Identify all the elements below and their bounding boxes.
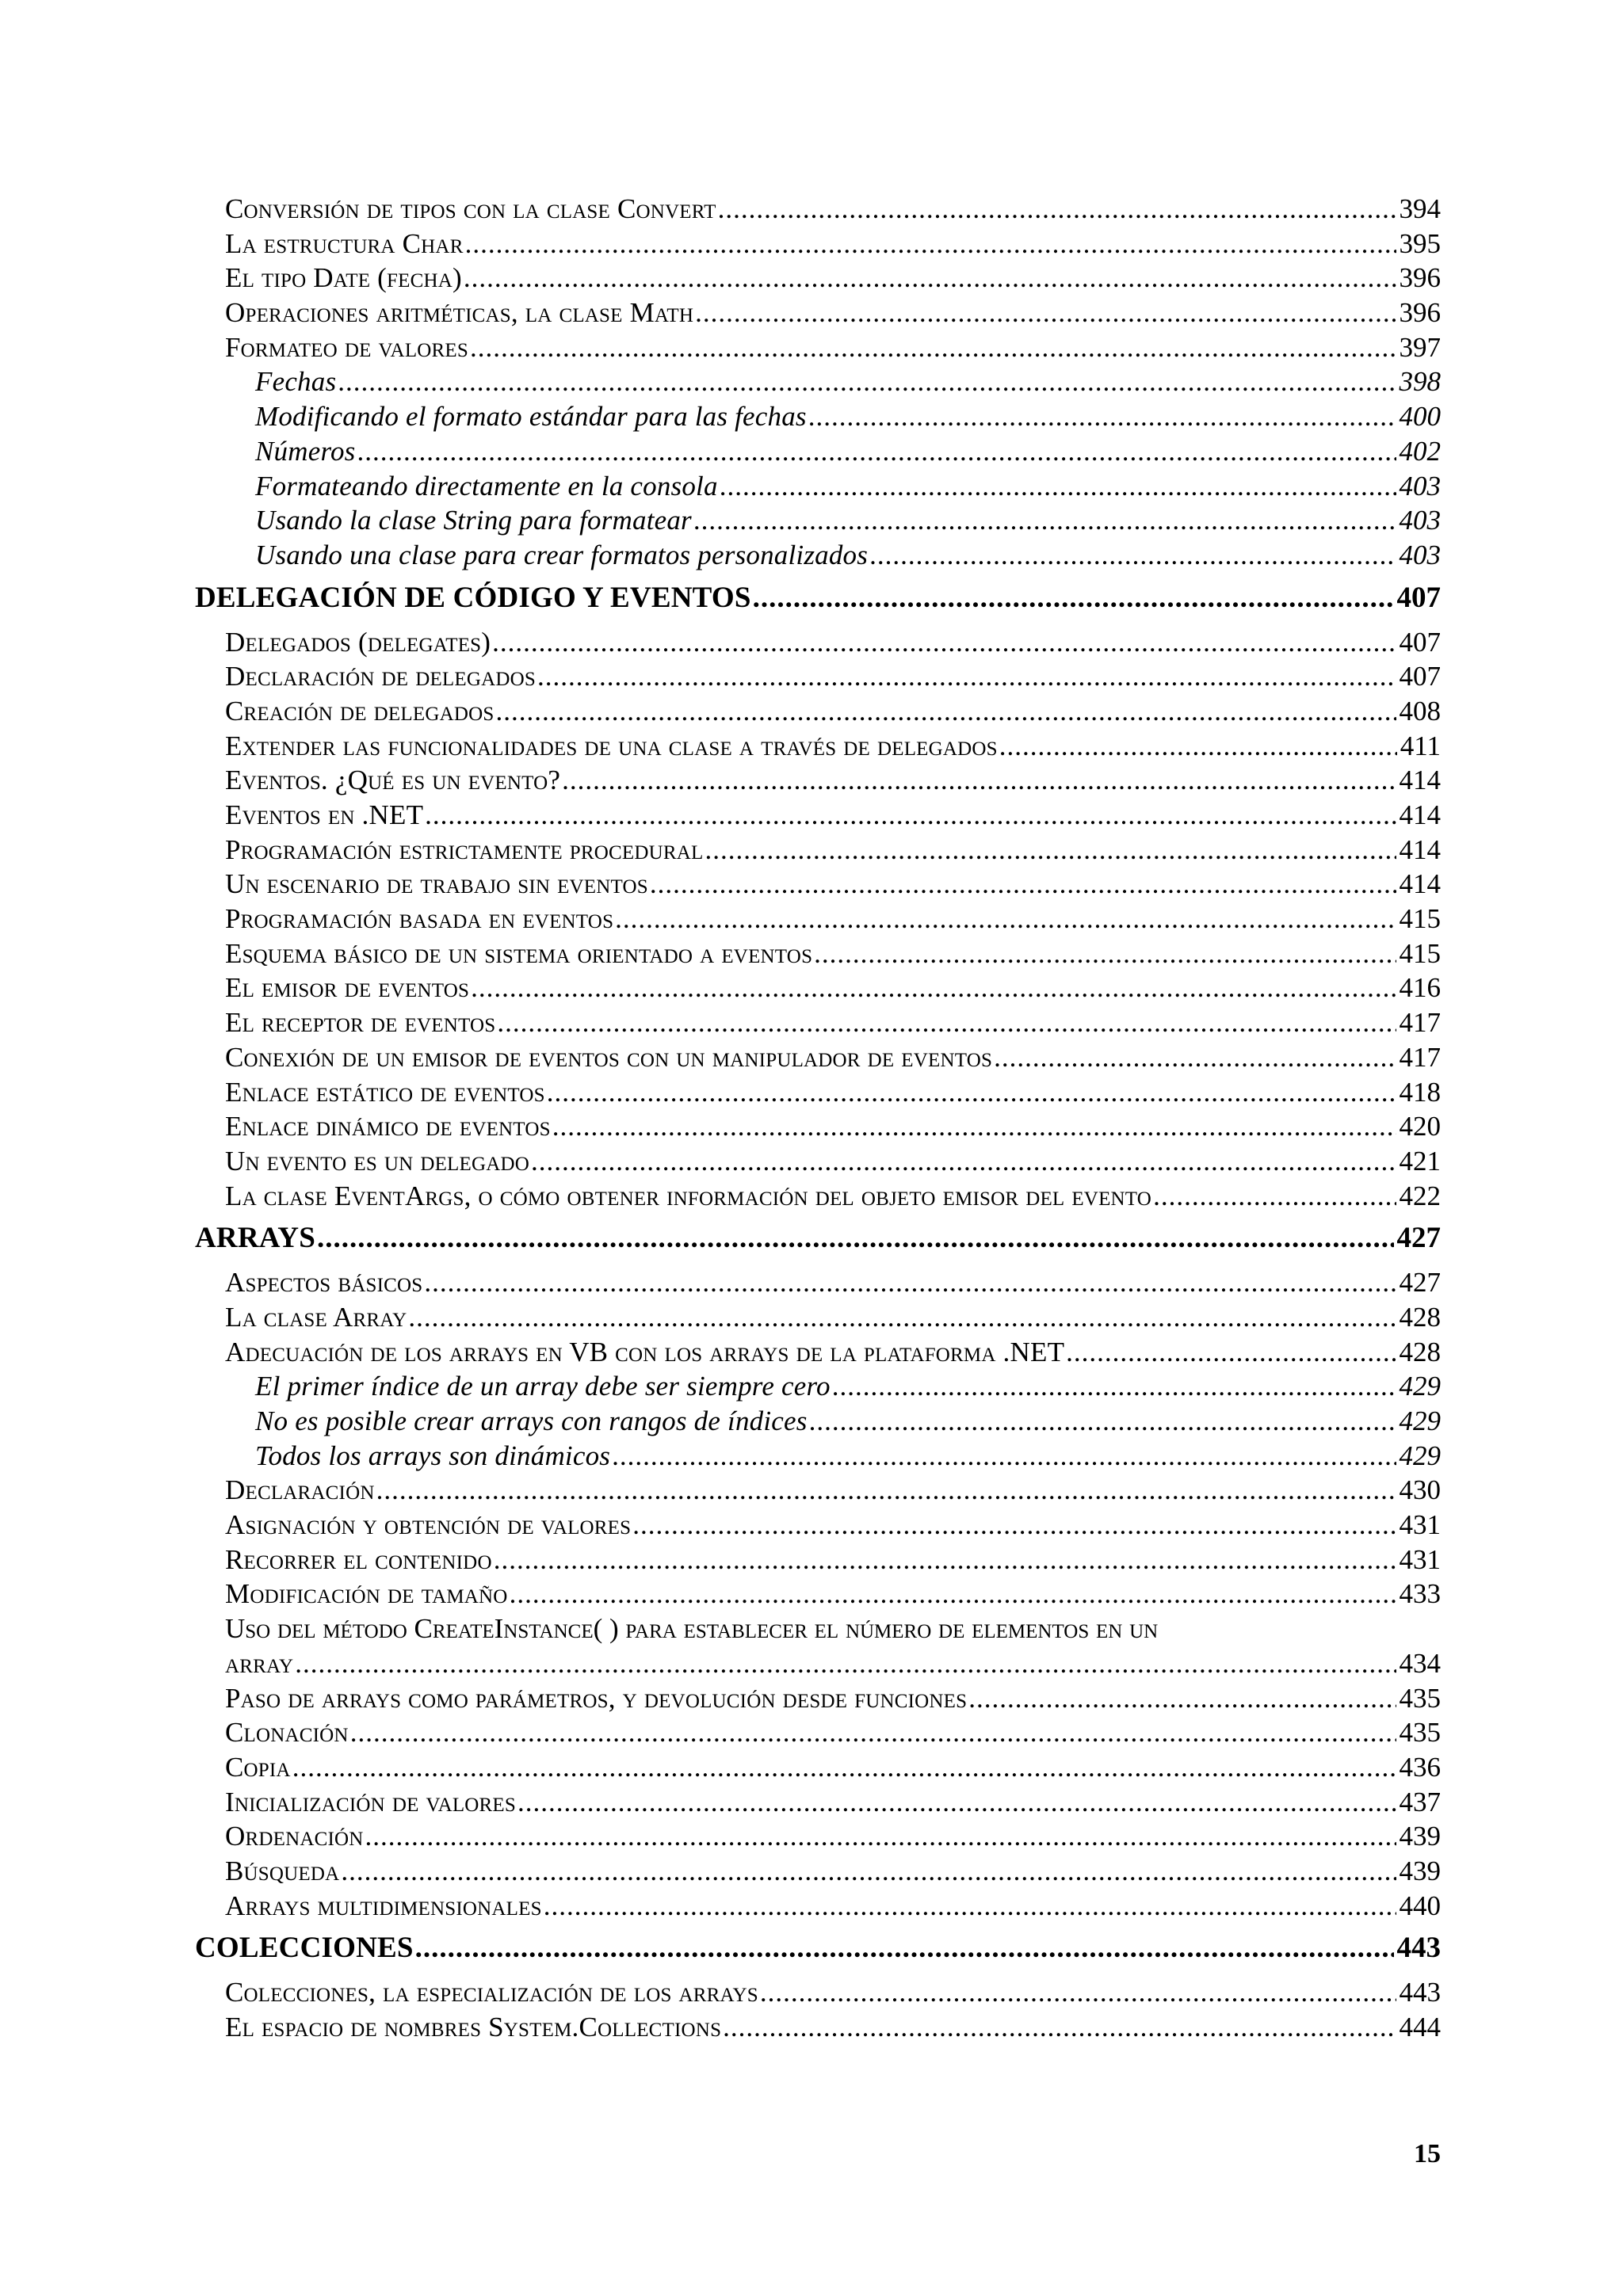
toc-entry-title: Arrays multidimensionales bbox=[225, 1890, 542, 1921]
toc-entry[interactable] bbox=[195, 1144, 1441, 1179]
toc-entry-title: Conexión de un emisor de eventos con un manipulador de eventos bbox=[225, 1041, 993, 1073]
toc-entry-page: 443 bbox=[1396, 1932, 1441, 1965]
toc-entry-title: El tipo Date (fecha) bbox=[225, 262, 462, 294]
toc-entry-page: 427 bbox=[1396, 1222, 1441, 1255]
toc-entry-page: 418 bbox=[1399, 1076, 1441, 1108]
dot-leader bbox=[425, 798, 1396, 833]
toc-entry-title: Recorrer el contenido bbox=[225, 1543, 492, 1575]
toc-entry[interactable] bbox=[195, 1975, 1441, 2010]
toc-entry-page: 400 bbox=[1399, 401, 1441, 433]
toc-entry-title: Números bbox=[255, 435, 356, 467]
toc-entry-title: array bbox=[225, 1647, 294, 1679]
toc-entry-page: 443 bbox=[1399, 1977, 1441, 2008]
toc-entry[interactable] bbox=[195, 296, 1441, 330]
toc-entry-title: DELEGACIÓN DE CÓDIGO Y EVENTOS bbox=[195, 581, 751, 614]
toc-entry[interactable] bbox=[195, 763, 1441, 798]
toc-entry-title: Programación basada en eventos bbox=[225, 903, 614, 935]
dot-leader bbox=[999, 729, 1397, 764]
toc-entry-title: Aspectos básicos bbox=[225, 1267, 423, 1299]
toc-entry[interactable] bbox=[195, 1109, 1441, 1144]
toc-entry-page: 434 bbox=[1399, 1647, 1441, 1679]
dot-leader bbox=[295, 1646, 1396, 1681]
toc-entry-page: 439 bbox=[1399, 1821, 1441, 1852]
dot-leader bbox=[492, 625, 1396, 660]
toc-entry-title: El primer índice de un array debe ser siempre cero bbox=[255, 1371, 831, 1402]
toc-entry-page: 414 bbox=[1399, 868, 1441, 900]
dot-leader bbox=[470, 330, 1396, 365]
dot-leader bbox=[517, 1785, 1396, 1820]
table-of-contents bbox=[195, 192, 1441, 2045]
toc-entry[interactable] bbox=[195, 1075, 1441, 1110]
dot-leader bbox=[544, 1889, 1396, 1924]
toc-entry-title: No es posible crear arrays con rangos de índices bbox=[255, 1405, 808, 1436]
dot-leader bbox=[809, 1404, 1396, 1439]
dot-leader bbox=[693, 503, 1396, 538]
toc-entry-page: 436 bbox=[1399, 1751, 1441, 1783]
toc-entry-title: Formateo de valores bbox=[225, 331, 468, 363]
toc-entry-title: La clase EventArgs, o cómo obtener información del objeto emisor del evento bbox=[225, 1180, 1152, 1211]
toc-entry-title: Declaración de delegados bbox=[225, 661, 536, 692]
toc-entry[interactable] bbox=[195, 1785, 1441, 1820]
toc-entry-title: Declaración bbox=[225, 1474, 375, 1506]
toc-entry-page: 429 bbox=[1399, 1405, 1441, 1436]
toc-entry-page: 407 bbox=[1399, 626, 1441, 658]
toc-entry-title: El espacio de nombres System.Collections bbox=[225, 2012, 722, 2042]
toc-entry-title: Un escenario de trabajo sin eventos bbox=[225, 868, 648, 900]
toc-entry-title: Un evento es un delegado bbox=[225, 1145, 530, 1177]
dot-leader bbox=[832, 1369, 1396, 1404]
toc-entry-page: 433 bbox=[1399, 1578, 1441, 1610]
toc-entry-page: 414 bbox=[1399, 799, 1441, 830]
toc-entry[interactable] bbox=[195, 659, 1441, 694]
toc-entry[interactable] bbox=[195, 1335, 1441, 1370]
toc-entry-title: Colecciones, la especialización de los arrays bbox=[225, 1977, 758, 2008]
toc-entry[interactable] bbox=[195, 434, 1441, 469]
toc-entry-title: La estructura Char bbox=[225, 227, 464, 259]
dot-leader bbox=[292, 1750, 1396, 1785]
dot-leader bbox=[424, 1265, 1396, 1300]
toc-entry-title: Usando la clase String para formatear bbox=[255, 505, 692, 536]
toc-chapter-entry[interactable] bbox=[195, 1923, 1441, 1975]
toc-entry[interactable] bbox=[195, 833, 1441, 868]
dot-leader bbox=[338, 364, 1396, 399]
toc-entry-title: Inicialización de valores bbox=[225, 1786, 517, 1817]
toc-entry-title: Creación de delegados bbox=[225, 695, 495, 727]
dot-leader bbox=[632, 1508, 1396, 1543]
toc-entry-title: Modificación de tamaño bbox=[225, 1578, 508, 1610]
toc-entry-page: 417 bbox=[1399, 1007, 1441, 1039]
toc-entry-title: Delegados (delegates) bbox=[225, 626, 491, 658]
dot-leader bbox=[615, 902, 1396, 936]
dot-leader bbox=[465, 227, 1396, 261]
toc-entry[interactable] bbox=[195, 729, 1441, 764]
toc-entry[interactable] bbox=[195, 798, 1441, 833]
toc-entry[interactable] bbox=[195, 192, 1441, 227]
dot-leader bbox=[720, 469, 1396, 504]
dot-leader bbox=[341, 1854, 1396, 1889]
toc-entry-page: 394 bbox=[1399, 193, 1441, 224]
toc-entry-page: 430 bbox=[1399, 1474, 1441, 1506]
toc-entry-page: 444 bbox=[1399, 2012, 1441, 2042]
toc-entry-title: Modificando el formato estándar para las fechas bbox=[255, 401, 807, 433]
toc-entry[interactable] bbox=[195, 1750, 1441, 1785]
toc-entry-title: Paso de arrays como parámetros, y devolución desde funciones bbox=[225, 1682, 968, 1714]
dot-leader bbox=[471, 971, 1396, 1005]
toc-entry[interactable] bbox=[195, 1179, 1441, 1214]
toc-entry[interactable] bbox=[195, 1543, 1441, 1577]
toc-entry[interactable] bbox=[195, 1577, 1441, 1611]
dot-leader bbox=[376, 1473, 1396, 1508]
toc-entry[interactable] bbox=[195, 1439, 1441, 1474]
toc-entry[interactable] bbox=[195, 971, 1441, 1005]
toc-entry[interactable] bbox=[195, 902, 1441, 936]
toc-entry-title: El receptor de eventos bbox=[225, 1007, 496, 1039]
toc-entry[interactable] bbox=[195, 1854, 1441, 1889]
toc-entry-title: El emisor de eventos bbox=[225, 972, 470, 1004]
toc-entry[interactable] bbox=[195, 1369, 1441, 1404]
toc-entry[interactable] bbox=[195, 399, 1441, 434]
toc-entry-page: 415 bbox=[1399, 903, 1441, 935]
toc-entry-title: Enlace dinámico de eventos bbox=[225, 1111, 551, 1142]
toc-entry-page: 415 bbox=[1399, 937, 1441, 969]
toc-entry-title: Extender las funcionalidades de una clase a través de delegados bbox=[225, 730, 998, 761]
toc-entry-title: Todos los arrays son dinámicos bbox=[255, 1440, 611, 1471]
toc-entry-title: Eventos en .NET bbox=[225, 799, 424, 830]
dot-leader bbox=[753, 573, 1394, 624]
dot-leader bbox=[562, 763, 1396, 798]
toc-entry-title: Operaciones aritméticas, la clase Math bbox=[225, 297, 694, 329]
dot-leader bbox=[365, 1819, 1396, 1854]
toc-entry-page: 402 bbox=[1399, 435, 1441, 467]
dot-leader bbox=[494, 1543, 1396, 1577]
toc-entry[interactable] bbox=[195, 330, 1441, 365]
page-number: 15 bbox=[1414, 2139, 1441, 2168]
toc-entry-page: 398 bbox=[1399, 366, 1441, 398]
toc-chapter-entry[interactable] bbox=[195, 1213, 1441, 1265]
toc-entry-page: 427 bbox=[1399, 1267, 1441, 1299]
dot-leader bbox=[869, 538, 1396, 573]
dot-leader bbox=[994, 1040, 1396, 1075]
toc-entry[interactable] bbox=[195, 2010, 1441, 2045]
toc-entry-page: 417 bbox=[1399, 1041, 1441, 1073]
toc-entry-title: Conversión de tipos con la clase Convert bbox=[225, 193, 716, 224]
dot-leader bbox=[612, 1439, 1396, 1474]
toc-entry-page: 411 bbox=[1400, 730, 1441, 761]
toc-entry[interactable] bbox=[195, 1819, 1441, 1854]
toc-entry-title: Esquema básico de un sistema orientado a eventos bbox=[225, 937, 813, 969]
toc-entry-page: 440 bbox=[1399, 1890, 1441, 1921]
dot-leader bbox=[695, 296, 1396, 330]
toc-entry[interactable] bbox=[195, 1265, 1441, 1300]
toc-entry[interactable] bbox=[195, 1473, 1441, 1508]
toc-entry[interactable] bbox=[195, 1005, 1441, 1040]
dot-leader bbox=[723, 2010, 1396, 2045]
toc-entry-page: 414 bbox=[1399, 765, 1441, 796]
toc-entry-page: 431 bbox=[1399, 1543, 1441, 1575]
dot-leader bbox=[357, 434, 1396, 469]
toc-entry[interactable] bbox=[195, 1889, 1441, 1924]
toc-entry-page: 407 bbox=[1396, 581, 1441, 614]
toc-entry[interactable] bbox=[195, 1300, 1441, 1335]
toc-entry[interactable] bbox=[195, 1646, 1441, 1681]
toc-entry-page: 395 bbox=[1399, 227, 1441, 259]
dot-leader bbox=[415, 1923, 1394, 1974]
toc-entry-page: 407 bbox=[1399, 661, 1441, 692]
toc-entry-page: 437 bbox=[1399, 1786, 1441, 1817]
toc-entry-page: 429 bbox=[1399, 1371, 1441, 1402]
toc-entry[interactable] bbox=[195, 364, 1441, 399]
dot-leader bbox=[317, 1213, 1394, 1264]
toc-entry-title: Formateando directamente en la consola bbox=[255, 470, 718, 502]
toc-entry-page: 397 bbox=[1399, 331, 1441, 363]
toc-entry-title: La clase Array bbox=[225, 1301, 407, 1333]
dot-leader bbox=[495, 694, 1396, 729]
dot-leader bbox=[814, 936, 1396, 971]
dot-leader bbox=[531, 1144, 1396, 1179]
dot-leader bbox=[497, 1005, 1396, 1040]
toc-entry-page: 396 bbox=[1399, 262, 1441, 294]
toc-entry-page: 403 bbox=[1399, 470, 1441, 502]
toc-entry[interactable] bbox=[195, 1404, 1441, 1439]
toc-entry-title: Ordenación bbox=[225, 1821, 364, 1852]
dot-leader bbox=[408, 1300, 1396, 1335]
toc-entry-page: 408 bbox=[1399, 695, 1441, 727]
toc-entry-page: 428 bbox=[1399, 1336, 1441, 1367]
toc-entry-page: 420 bbox=[1399, 1111, 1441, 1142]
toc-entry[interactable] bbox=[195, 694, 1441, 729]
toc-entry[interactable] bbox=[195, 1681, 1441, 1716]
toc-entry-page: 403 bbox=[1399, 539, 1441, 570]
toc-entry-wrapped-line: Uso del método CreateInstance( ) para establecer el número de elementos en un bbox=[225, 1613, 1159, 1645]
toc-entry-page: 422 bbox=[1399, 1180, 1441, 1211]
toc-entry-page: 421 bbox=[1399, 1145, 1441, 1177]
dot-leader bbox=[718, 192, 1396, 227]
toc-entry-title: Adecuación de los arrays en VB con los arrays de la plataforma .NET bbox=[225, 1336, 1065, 1367]
dot-leader bbox=[547, 1075, 1396, 1110]
toc-entry-page: 396 bbox=[1399, 297, 1441, 329]
toc-entry[interactable] bbox=[195, 625, 1441, 660]
toc-entry[interactable] bbox=[195, 227, 1441, 261]
dot-leader bbox=[650, 867, 1396, 902]
dot-leader bbox=[808, 399, 1396, 434]
toc-entry-page: 439 bbox=[1399, 1855, 1441, 1886]
toc-entry-page: 431 bbox=[1399, 1509, 1441, 1541]
toc-entry-page: 428 bbox=[1399, 1301, 1441, 1333]
toc-entry-title: ARRAYS bbox=[195, 1222, 315, 1255]
dot-leader bbox=[350, 1715, 1396, 1750]
toc-entry-title: Copia bbox=[225, 1751, 291, 1783]
toc-entry-page: 403 bbox=[1399, 505, 1441, 536]
toc-entry-title: Clonación bbox=[225, 1717, 349, 1749]
toc-entry-title: Programación estrictamente procedural bbox=[225, 833, 704, 865]
toc-entry[interactable] bbox=[195, 1508, 1441, 1543]
dot-leader bbox=[760, 1975, 1396, 2010]
toc-entry[interactable] bbox=[195, 538, 1441, 573]
dot-leader bbox=[968, 1681, 1396, 1716]
toc-entry[interactable] bbox=[195, 1715, 1441, 1750]
toc-entry-title: Asignación y obtención de valores bbox=[225, 1509, 632, 1541]
dot-leader bbox=[510, 1577, 1396, 1611]
toc-entry-page: 435 bbox=[1399, 1717, 1441, 1749]
toc-entry[interactable] bbox=[195, 261, 1441, 296]
toc-entry-title: Fechas bbox=[255, 366, 337, 398]
dot-leader bbox=[1066, 1335, 1396, 1370]
toc-entry-title: COLECCIONES bbox=[195, 1932, 414, 1965]
toc-entry[interactable] bbox=[195, 503, 1441, 538]
toc-entry-title: Eventos. ¿Qué es un evento? bbox=[225, 765, 561, 796]
dot-leader bbox=[552, 1109, 1396, 1144]
toc-entry-page: 414 bbox=[1399, 833, 1441, 865]
toc-entry-title: Usando una clase para crear formatos personalizados bbox=[255, 539, 869, 570]
toc-entry[interactable] bbox=[195, 1040, 1441, 1075]
toc-entry-title: Búsqueda bbox=[225, 1855, 340, 1886]
toc-entry[interactable] bbox=[195, 469, 1441, 504]
dot-leader bbox=[537, 659, 1396, 694]
toc-chapter-entry[interactable] bbox=[195, 573, 1441, 625]
dot-leader bbox=[705, 833, 1396, 868]
toc-entry-page: 435 bbox=[1399, 1682, 1441, 1714]
dot-leader bbox=[1153, 1179, 1396, 1214]
toc-entry-page: 429 bbox=[1399, 1440, 1441, 1471]
dot-leader bbox=[464, 261, 1396, 296]
toc-entry-page: 416 bbox=[1399, 972, 1441, 1004]
toc-entry[interactable] bbox=[195, 867, 1441, 902]
toc-entry[interactable] bbox=[195, 936, 1441, 971]
toc-entry-title: Enlace estático de eventos bbox=[225, 1076, 545, 1108]
